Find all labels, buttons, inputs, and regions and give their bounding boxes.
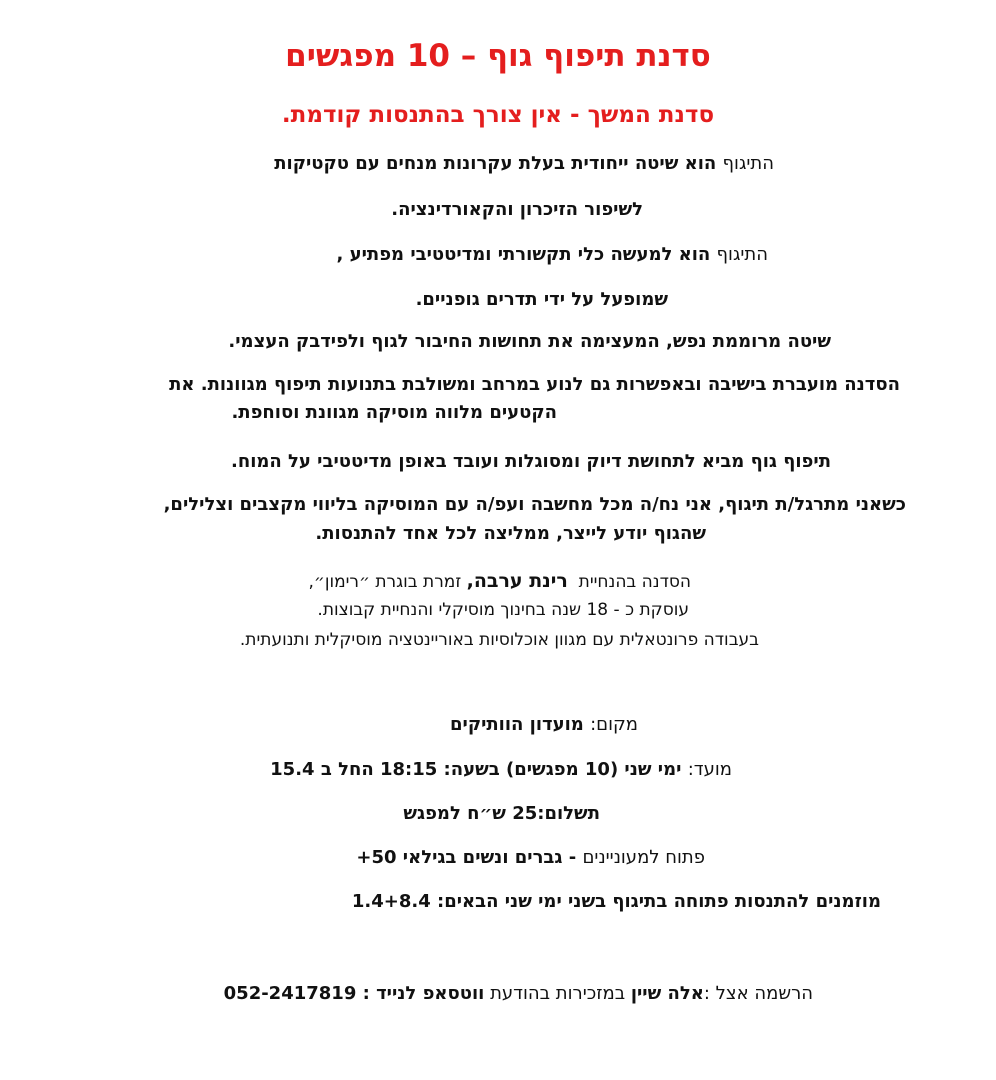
open-label: פתוח למעוניינים xyxy=(582,847,705,868)
instructor-name: רינת ערבה, xyxy=(466,570,568,592)
registration-label: הרשמה אצל : xyxy=(703,983,813,1004)
registration-line xyxy=(224,985,813,1003)
instructor-credential: זמרת בוגרת ״רימון״, xyxy=(308,572,467,592)
location-label: מקום: xyxy=(590,714,638,735)
location-value: מועדון הוותיקים xyxy=(450,714,591,735)
time-value: ימי שני (10 מפגשים) בשעה: 18:15 החל ב 15.4 xyxy=(270,759,688,780)
intro-paragraph-1-line-2: לשיפור הזיכרון והקאורדינציה. xyxy=(391,199,643,220)
instructor-line-3: בעבודה פרונטאלית עם מגוון אוכלוסיות באוריינטציה מוסיקלית ותנועתית. xyxy=(239,630,759,650)
intro-paragraph-4-line-1: הסדנה מועברת בישיבה ובאפשרות גם לנוע במרחב ומשולבת בתנועות תיפוף מגוונות. את xyxy=(169,374,900,395)
registration-contact-name: אלה שיין xyxy=(630,983,704,1004)
trial-invite-line: מוזמנים להתנסות פתוחה בתיגוף בשני ימי שני הבאים: 1.4+8.4 xyxy=(351,891,881,912)
intro-paragraph-6-line-1: כשאני מתרגל/ת תיגוף, אני נח/ה מכל מחשבה ועפ/ה עם המוסיקה בליווי מקצבים וצלילים, xyxy=(163,494,906,515)
instructor-intro: הסדנה בהנחיית xyxy=(578,572,691,592)
open-value: - גברים ונשים בגילאי 50+ xyxy=(356,847,583,868)
intro-paragraph-6-line-2: שהגוף יודע לייצר, ממליצה לכל אחד להתנסות. xyxy=(315,523,706,544)
time-line xyxy=(270,761,732,779)
intro-term: התיגוף xyxy=(722,153,774,174)
intro-text: הוא שיטה ייחודית בעלת עקרונות מנחים עם טקטיקות xyxy=(274,153,723,174)
intro-paragraph-4-line-2: הקטעים מלווה מוסיקה מגוונת וסוחפת. xyxy=(231,402,557,423)
intro-paragraph-1-line-1 xyxy=(274,155,774,173)
intro-term: התיגוף xyxy=(716,244,768,265)
flyer-title: סדנת תיפוף גוף – 10 מפגשים xyxy=(285,38,711,74)
price-line: תשלום:25 ש״ח למפגש xyxy=(403,803,600,824)
intro-text: הוא למעשה כלי תקשורתי ומדיטטיבי מפתיע , xyxy=(336,244,717,265)
instructor-line-1 xyxy=(308,572,691,591)
intro-paragraph-3: שיטה מרוממת נפש, המעצימה את תחושות החיבור לגוף ולפידבק העצמי. xyxy=(228,331,831,352)
open-line xyxy=(356,849,705,867)
intro-paragraph-2-line-1 xyxy=(337,246,768,264)
intro-paragraph-5: תיפוף גוף מביא לתחושת דיוק ומסוגלות ועובד באופן מדיטטיבי על המוח. xyxy=(231,451,831,472)
registration-phone: ווטסאפ לנייד : 052-2417819 xyxy=(223,983,485,1004)
flyer-subtitle: סדנת המשך - אין צורך בהתנסות קודמת. xyxy=(281,102,715,128)
registration-place: במזכירות בהודעת xyxy=(484,983,631,1004)
time-label: מועד: xyxy=(687,759,732,780)
intro-paragraph-2-line-2: שמופעל על ידי תדרים גופניים. xyxy=(415,289,668,310)
instructor-line-2: עוסקת כ - 18 שנה בחינוך מוסיקלי והנחיית קבוצות. xyxy=(317,600,689,620)
location-line xyxy=(450,716,638,734)
